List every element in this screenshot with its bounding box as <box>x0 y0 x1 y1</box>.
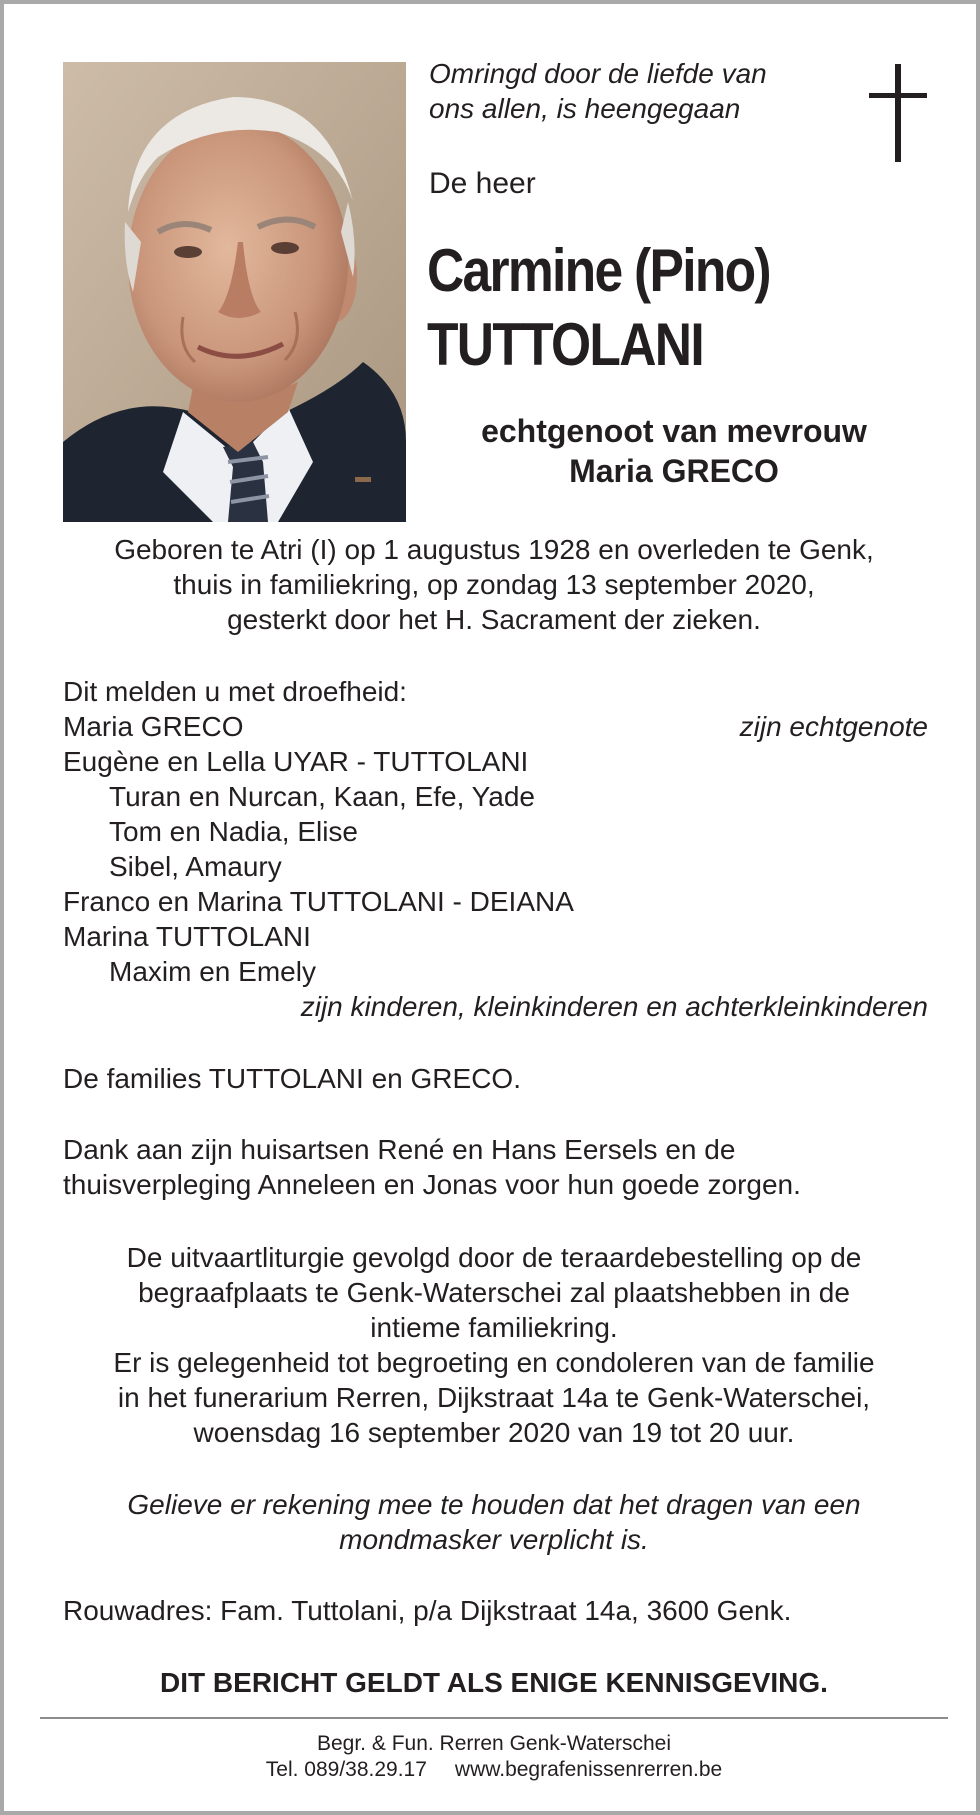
mourning-address: Rouwadres: Fam. Tuttolani, p/a Dijkstraat 14a, 3600 Genk. <box>63 1595 792 1626</box>
mask-notice <box>44 1487 944 1557</box>
intro-line: Omringd door de liefde van <box>429 58 767 89</box>
ceremony-line: Er is gelegenheid tot begroeting en condoleren van de familie <box>113 1347 875 1378</box>
born-line: gesterkt door het H. Sacrament der zieken. <box>227 604 761 635</box>
spouse-info <box>414 411 934 491</box>
mask-line: mondmasker verplicht is. <box>339 1524 649 1555</box>
portrait-photo <box>63 62 406 522</box>
sole-notice: DIT BERICHT GELDT ALS ENIGE KENNISGEVING. <box>160 1667 828 1698</box>
spouse-line: Maria GRECO <box>569 453 779 489</box>
deceased-name <box>427 234 823 382</box>
family-member: Turan en Nurcan, Kaan, Efe, Yade <box>109 781 535 812</box>
deceased-name-line1: Carmine (Pino) <box>427 237 770 304</box>
intro-text <box>429 56 829 126</box>
family-list <box>63 674 928 1024</box>
family-member: Maxim en Emely <box>109 956 316 987</box>
funeral-home-phone: Tel. 089/38.29.17 <box>265 1758 427 1781</box>
born-line: Geboren te Atri (I) op 1 augustus 1928 en overleden te Genk, <box>114 534 874 565</box>
families-line: De families TUTTOLANI en GRECO. <box>63 1063 521 1094</box>
spouse-line: echtgenoot van mevrouw <box>481 413 867 449</box>
funeral-home-name: Begr. & Fun. Rerren Genk-Waterschei <box>316 1732 672 1755</box>
ceremony-line: intieme familiekring. <box>370 1312 618 1343</box>
thanks-text <box>63 1132 933 1202</box>
ceremony-line: begraafplaats te Genk-Waterschei zal plaatshebben in de <box>138 1277 850 1308</box>
ceremony-line: in het funerarium Rerren, Dijkstraat 14a te Genk-Waterschei, <box>117 1382 871 1413</box>
funeral-home-info <box>44 1731 944 1783</box>
ceremony-line: De uitvaartliturgie gevolgd door de teraardebestelling op de <box>126 1242 862 1273</box>
cross-icon <box>869 64 927 162</box>
deceased-name-line2: TUTTOLANI <box>427 311 703 378</box>
ceremony-info <box>44 1240 944 1450</box>
thanks-line: Dank aan zijn huisartsen René en Hans Eersels en de <box>63 1134 736 1165</box>
funeral-home-contact <box>44 1757 944 1783</box>
born-line: thuis in familiekring, op zondag 13 september 2020, <box>173 569 815 600</box>
family-member: Sibel, Amaury <box>109 851 282 882</box>
family-spouse-name: Maria GRECO <box>63 711 244 742</box>
family-heading: Dit melden u met droefheid: <box>63 676 407 707</box>
family-spouse-label: zijn echtgenote <box>739 711 928 742</box>
family-member: Tom en Nadia, Elise <box>109 816 359 847</box>
family-member: Eugène en Lella UYAR - TUTTOLANI <box>63 746 529 777</box>
family-relation: zijn kinderen, kleinkinderen en achterkleinkinderen <box>300 991 928 1022</box>
family-member: Franco en Marina TUTTOLANI - DEIANA <box>63 886 574 917</box>
family-member: Marina TUTTOLANI <box>63 921 311 952</box>
ceremony-line: woensdag 16 september 2020 van 19 tot 20 uur. <box>193 1417 795 1448</box>
salutation: De heer <box>429 167 536 200</box>
mask-line: Gelieve er rekening mee te houden dat het dragen van een <box>127 1489 861 1520</box>
thanks-line: thuisverpleging Anneleen en Jonas voor hun goede zorgen. <box>63 1169 801 1200</box>
family-spouse-row <box>63 709 928 744</box>
birth-death-info <box>44 532 944 637</box>
intro-line: ons allen, is heengegaan <box>429 93 741 124</box>
divider <box>40 1717 948 1719</box>
funeral-home-website[interactable]: www.begrafenissenrerren.be <box>454 1758 723 1781</box>
